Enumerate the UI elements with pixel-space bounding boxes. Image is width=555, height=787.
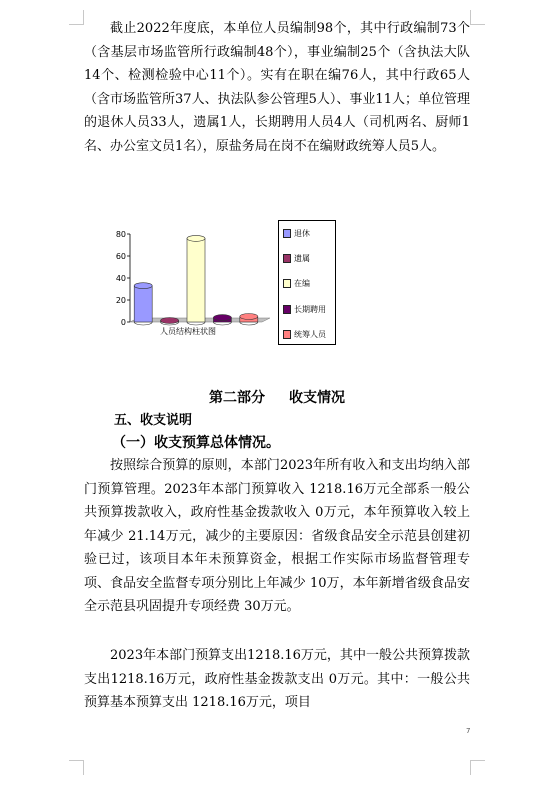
- part-heading: [84, 386, 470, 410]
- legend-label: 长期聘用: [294, 304, 326, 314]
- legend-label: 退休: [294, 228, 310, 238]
- bar-base: [240, 322, 258, 325]
- bar: [187, 238, 205, 322]
- legend-item: [283, 328, 326, 340]
- bar-top: [161, 318, 179, 324]
- y-tick-label: 60: [115, 252, 126, 261]
- bar-top: [213, 315, 231, 321]
- y-tick-label: 40: [115, 274, 126, 283]
- y-tick-label: 0: [120, 318, 126, 327]
- crop-mark-top-right: [470, 10, 485, 25]
- legend-swatch: [283, 279, 291, 288]
- part-title: 收支情况: [289, 390, 345, 406]
- part-number: 第二部分: [209, 390, 265, 406]
- legend-swatch: [283, 305, 291, 314]
- bar-top: [134, 283, 152, 289]
- staffing-paragraph: 截止2022年度底，本单位人员编制98个，其中行政编制73个（含基层市场监管所行政编制48个），事业编制25个（含执法大队14个、检测检验中心11个）。实有在职在编76人，其中行政65人（含市场监管所37人、执法队参公管理5人）、事业11人；单位管理的退休人员33人，遗属1人，长期聘用人员4人（司机两名、厨师1名、办公室文员1名），原盐务局在岗不在编财政统筹人员5人。: [84, 21, 470, 154]
- page-number: 7: [466, 727, 471, 735]
- legend-swatch: [283, 254, 291, 263]
- crop-mark-top-left: [69, 10, 84, 25]
- legend-swatch: [283, 229, 291, 238]
- staff-structure-chart: [108, 222, 268, 342]
- legend-item: [283, 227, 310, 239]
- legend-item: [283, 303, 326, 315]
- legend-item: [283, 252, 310, 264]
- bar-top: [240, 314, 258, 320]
- bar-base: [213, 322, 231, 325]
- x-axis-label: 人员结构柱状图: [160, 327, 216, 336]
- chart-canvas: [108, 222, 268, 342]
- legend-label: 遗属: [294, 253, 310, 263]
- chart-legend: [278, 220, 336, 345]
- expenditure-paragraph: 2023年本部门预算支出1218.16万元，其中一般公共预算拨款支出1218.16万元，政府性基金拨款支出 0万元。其中：一般公共预算基本预算支出 1218.16万元，项目: [84, 648, 470, 710]
- section-heading: 五、收支说明: [114, 413, 193, 428]
- bar-top: [187, 235, 205, 241]
- y-tick-label: 80: [115, 230, 126, 239]
- crop-mark-bottom-left: [69, 760, 84, 775]
- y-tick-label: 20: [115, 296, 126, 305]
- bar: [134, 286, 152, 322]
- legend-label: 统筹人员: [294, 329, 326, 339]
- subsection-heading: （一）收支预算总体情况。: [112, 435, 280, 451]
- legend-label: 在编: [294, 278, 310, 288]
- legend-item: [283, 277, 310, 289]
- crop-mark-bottom-right: [470, 760, 485, 775]
- bar-base: [134, 322, 152, 325]
- bar-base: [187, 322, 205, 325]
- budget-intro-paragraph: 按照综合预算的原则，本部门2023年所有收入和支出均纳入部门预算管理。2023年本部门预算收入 1218.16万元全部系一般公共预算拨款收入，政府性基金拨款收入 0万元，本年预算收入较上年减少 21.14万元，减少的主要原因：省级食品安全示范县创建初验已过，该项目本年未预算资金，根据工作实际市场监督管理专项、食品安全监督专项分别比上年减少 10万，本年新增省级食品安全示范县巩固提升专项经费 30万元。: [84, 458, 470, 614]
- legend-swatch: [283, 330, 291, 339]
